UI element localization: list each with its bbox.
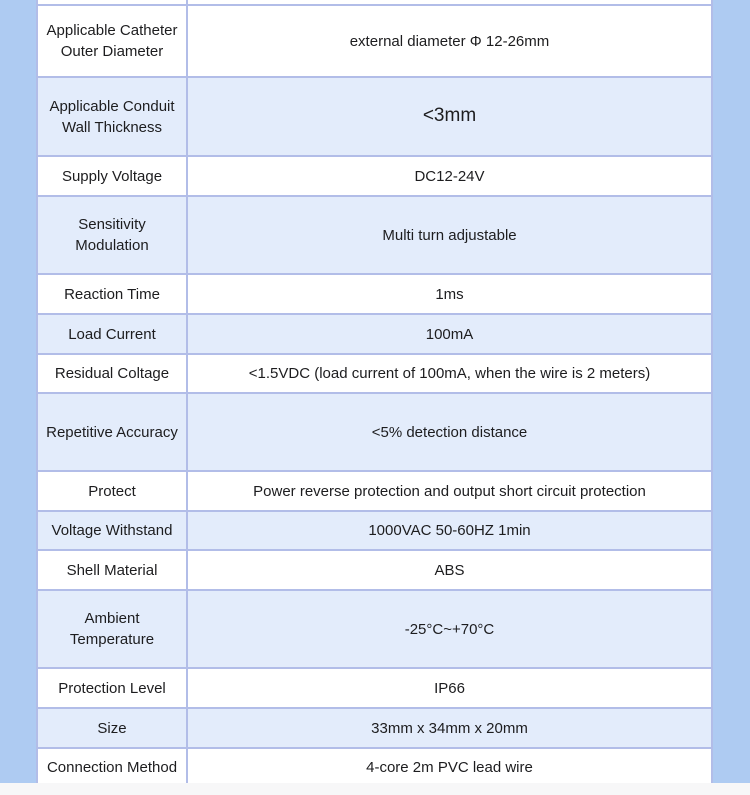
spec-label-cell: Supply Voltage bbox=[37, 156, 187, 196]
spec-value-cell: -25°C~+70°C bbox=[187, 590, 712, 668]
table-row bbox=[37, 156, 712, 196]
spec-label-cell: Applicable Catheter Outer Diameter bbox=[37, 5, 187, 77]
table-row bbox=[37, 748, 712, 787]
table-row bbox=[37, 708, 712, 748]
table-row bbox=[37, 314, 712, 354]
spec-label-cell: Connection Method bbox=[37, 748, 187, 787]
spec-value-cell: <5% detection distance bbox=[187, 393, 712, 471]
spec-label-cell: Shell Material bbox=[37, 550, 187, 590]
table-row bbox=[37, 5, 712, 77]
table-row bbox=[37, 550, 712, 590]
spec-label-cell: Protection Level bbox=[37, 668, 187, 708]
spec-value-cell: IP66 bbox=[187, 668, 712, 708]
spec-value-cell: 100mA bbox=[187, 314, 712, 354]
table-row bbox=[37, 196, 712, 274]
spec-value-cell: <1.5VDC (load current of 100mA, when the wire is 2 meters) bbox=[187, 354, 712, 393]
spec-table bbox=[36, 0, 713, 788]
spec-value-cell: Multi turn adjustable bbox=[187, 196, 712, 274]
spec-value-cell: ABS bbox=[187, 550, 712, 590]
spec-label-cell: Voltage Withstand bbox=[37, 511, 187, 550]
spec-value-cell: <3mm bbox=[187, 77, 712, 156]
spec-label-cell: Reaction Time bbox=[37, 274, 187, 314]
spec-value-cell: Power reverse protection and output short circuit protection bbox=[187, 471, 712, 511]
spec-value-cell: 33mm x 34mm x 20mm bbox=[187, 708, 712, 748]
table-row bbox=[37, 471, 712, 511]
spec-value-cell: external diameter Φ 12-26mm bbox=[187, 5, 712, 77]
spec-label-cell: Size bbox=[37, 708, 187, 748]
spec-value-cell: 1000VAC 50-60HZ 1min bbox=[187, 511, 712, 550]
spec-label-cell: Repetitive Accuracy bbox=[37, 393, 187, 471]
spec-label-cell: Protect bbox=[37, 471, 187, 511]
table-row bbox=[37, 590, 712, 668]
page-bottom-strip bbox=[0, 783, 750, 795]
spec-value-cell: DC12-24V bbox=[187, 156, 712, 196]
spec-label-cell: Load Current bbox=[37, 314, 187, 354]
table-row bbox=[37, 668, 712, 708]
table-row bbox=[37, 354, 712, 393]
spec-label-cell: Sensitivity Modulation bbox=[37, 196, 187, 274]
spec-value-cell: 4-core 2m PVC lead wire bbox=[187, 748, 712, 787]
table-row bbox=[37, 77, 712, 156]
table-row bbox=[37, 511, 712, 550]
spec-label-cell: Residual Coltage bbox=[37, 354, 187, 393]
spec-label-cell: Applicable Conduit Wall Thickness bbox=[37, 77, 187, 156]
table-row bbox=[37, 393, 712, 471]
table-row bbox=[37, 274, 712, 314]
spec-value-cell: 1ms bbox=[187, 274, 712, 314]
spec-label-cell: Ambient Temperature bbox=[37, 590, 187, 668]
